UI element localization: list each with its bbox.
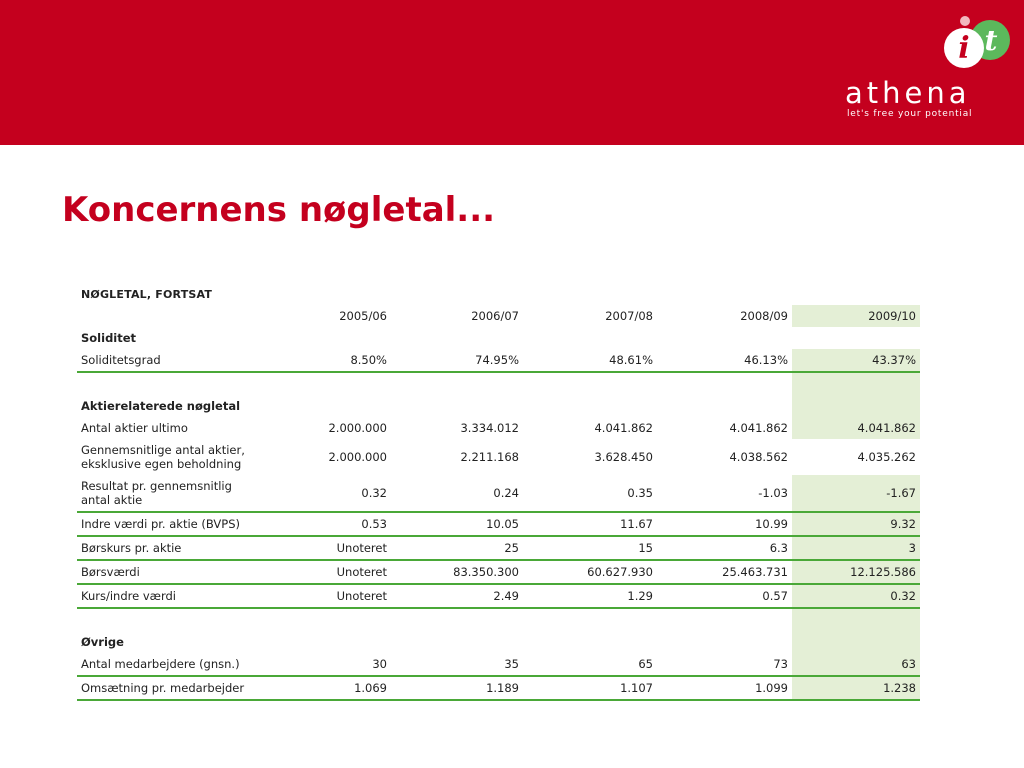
table-row	[77, 349, 920, 372]
row-label	[77, 475, 299, 512]
spacer-row	[77, 608, 920, 631]
cell-value: 3.334.012	[460, 421, 519, 435]
cell-value: 12.125.586	[792, 560, 920, 584]
cell-value: 2.211.168	[460, 450, 519, 464]
cell-value: 65	[523, 653, 657, 676]
cell-value: 0.32	[792, 584, 920, 608]
row-label: Børskurs pr. aktie	[77, 536, 299, 560]
cell-value: 48.61%	[523, 349, 657, 372]
table-row	[77, 475, 920, 512]
cell-value: 15	[523, 536, 657, 560]
cell-value: 83.350.300	[391, 560, 523, 584]
row-label: Kurs/indre værdi	[77, 584, 299, 608]
section-row	[77, 631, 920, 653]
table-row	[77, 536, 920, 560]
row-label-line: Gennemsnitlige antal aktier,	[81, 443, 245, 457]
cell-value: 30	[299, 653, 391, 676]
svg-text:i: i	[958, 31, 970, 66]
cell-value: Unoteret	[299, 584, 391, 608]
table-row	[77, 676, 920, 700]
row-label-line: Resultat pr. gennemsnitlig	[81, 479, 232, 493]
logo-tagline: let's free your potential	[847, 109, 973, 119]
cell-value: 1.107	[523, 676, 657, 700]
table-caption: NØGLETAL, FORTSAT	[81, 288, 213, 301]
cell-value: 9.32	[792, 512, 920, 536]
cell-value: 6.3	[657, 536, 792, 560]
row-label-line: eksklusive egen beholdning	[81, 457, 242, 471]
cell-value: 43.37%	[792, 349, 920, 372]
cell-value: 46.13%	[657, 349, 792, 372]
cell-value: 2.000.000	[328, 421, 387, 435]
row-label: Omsætning pr. medarbejder	[77, 676, 299, 700]
cell-value: 0.53	[299, 512, 391, 536]
table-row	[77, 512, 920, 536]
row-label: Børsværdi	[77, 560, 299, 584]
year-header: 2006/07	[471, 309, 519, 323]
table-header-row	[77, 305, 920, 327]
cell-value: 1.29	[523, 584, 657, 608]
cell-value: 0.32	[299, 475, 391, 512]
row-label: Antal aktier ultimo	[81, 421, 188, 435]
cell-value: 25	[391, 536, 523, 560]
year-header: 2005/06	[339, 309, 387, 323]
cell-value: 35	[391, 653, 523, 676]
row-label: Antal medarbejdere (gnsn.)	[77, 653, 299, 676]
year-header: 2007/08	[605, 309, 653, 323]
section-heading: Øvrige	[81, 635, 124, 649]
cell-value: 1.238	[792, 676, 920, 700]
slide-title: Koncernens nøgletal...	[62, 190, 496, 230]
cell-value: 8.50%	[299, 349, 391, 372]
key-figures-table	[77, 305, 920, 701]
row-label: Soliditetsgrad	[77, 349, 299, 372]
section-row	[77, 395, 920, 417]
section-heading: Aktierelaterede nøgletal	[81, 399, 241, 413]
logo-wordmark: athena	[845, 76, 971, 110]
cell-value: 74.95%	[391, 349, 523, 372]
cell-value: 4.041.862	[792, 417, 920, 439]
cell-value: 4.041.862	[729, 421, 788, 435]
row-label	[77, 439, 299, 475]
athena-it-logo-icon	[940, 14, 1015, 79]
cell-value: 60.627.930	[523, 560, 657, 584]
cell-value: 4.038.562	[729, 450, 788, 464]
year-header: 2008/09	[740, 309, 788, 323]
cell-value: 0.35	[523, 475, 657, 512]
cell-value: 63	[792, 653, 920, 676]
cell-value: 0.57	[657, 584, 792, 608]
cell-value: Unoteret	[299, 560, 391, 584]
cell-value: -1.03	[657, 475, 792, 512]
cell-value: 10.05	[391, 512, 523, 536]
table-row	[77, 439, 920, 475]
cell-value: 0.24	[391, 475, 523, 512]
cell-value: 3.628.450	[594, 450, 653, 464]
cell-value: 3	[792, 536, 920, 560]
cell-value: 4.041.862	[594, 421, 653, 435]
cell-value: 1.069	[299, 676, 391, 700]
svg-text:t: t	[984, 24, 998, 57]
table-row	[77, 584, 920, 608]
cell-value: 2.000.000	[328, 450, 387, 464]
section-heading: Soliditet	[81, 331, 137, 345]
cell-value: 1.099	[657, 676, 792, 700]
spacer-row	[77, 372, 920, 395]
row-label-line: antal aktie	[81, 493, 143, 507]
section-row	[77, 327, 920, 349]
year-header: 2009/10	[792, 305, 920, 327]
header-banner	[0, 0, 1024, 145]
cell-value: 1.189	[391, 676, 523, 700]
cell-value: 73	[657, 653, 792, 676]
table-row	[77, 417, 920, 439]
cell-value: 2.49	[391, 584, 523, 608]
table-row	[77, 653, 920, 676]
table-row	[77, 560, 920, 584]
cell-value: 4.035.262	[857, 450, 916, 464]
cell-value: 10.99	[657, 512, 792, 536]
cell-value: -1.67	[792, 475, 920, 512]
cell-value: 25.463.731	[657, 560, 792, 584]
row-label: Indre værdi pr. aktie (BVPS)	[77, 512, 299, 536]
athena-logo	[840, 12, 1010, 122]
header-empty-cell	[77, 305, 299, 327]
cell-value: Unoteret	[299, 536, 391, 560]
cell-value: 11.67	[523, 512, 657, 536]
